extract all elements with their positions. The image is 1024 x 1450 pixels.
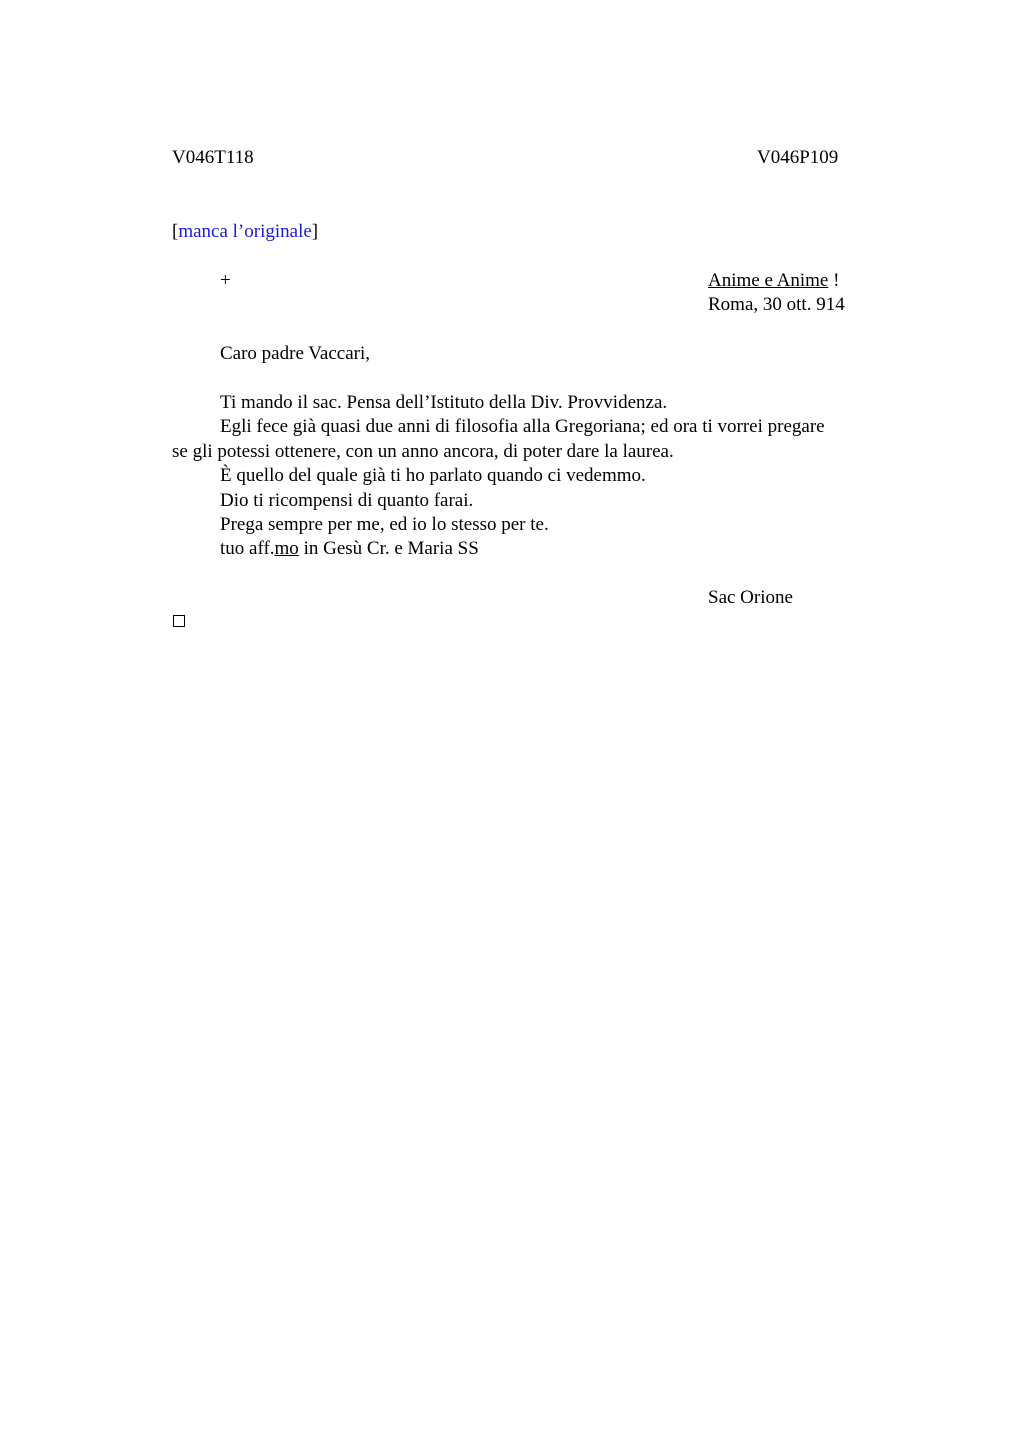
closing-line xyxy=(220,537,479,561)
motto-underlined: Anime e Anime xyxy=(708,270,829,291)
signature: Sac Orione xyxy=(708,587,793,608)
closing-underlined: mo xyxy=(274,538,299,559)
motto-suffix: ! xyxy=(828,270,840,291)
motto xyxy=(708,269,839,293)
body-line: È quello del quale già ti ho parlato quando ci vedemmo. xyxy=(220,465,646,486)
body-line: Ti mando il sac. Pensa dell’Istituto della Div. Provvidenza. xyxy=(220,392,668,413)
salutation: Caro padre Vaccari, xyxy=(220,343,370,364)
closing-suffix: in Gesù Cr. e Maria SS xyxy=(298,538,479,559)
document-code-right: V046P109 xyxy=(757,147,839,168)
closing-prefix: tuo aff. xyxy=(220,538,275,559)
note-text: manca l’originale xyxy=(178,221,312,242)
cross-symbol: + xyxy=(220,270,231,291)
note-close-bracket: ] xyxy=(311,221,319,242)
body-line: Prega sempre per me, ed io lo stesso per te. xyxy=(220,514,549,535)
note-open-bracket: [ xyxy=(172,221,179,242)
document-code-left: V046T118 xyxy=(172,147,254,168)
body-line: se gli potessi ottenere, con un anno ancora, di poter dare la laurea. xyxy=(172,441,674,462)
editorial-note xyxy=(172,220,318,244)
body-line: Egli fece già quasi due anni di filosofia alla Gregoriana; ed ora ti vorrei pregare xyxy=(220,416,825,437)
body-line: Dio ti ricompensi di quanto farai. xyxy=(220,490,474,511)
place-date: Roma, 30 ott. 914 xyxy=(708,294,845,315)
empty-square-icon xyxy=(173,615,185,627)
